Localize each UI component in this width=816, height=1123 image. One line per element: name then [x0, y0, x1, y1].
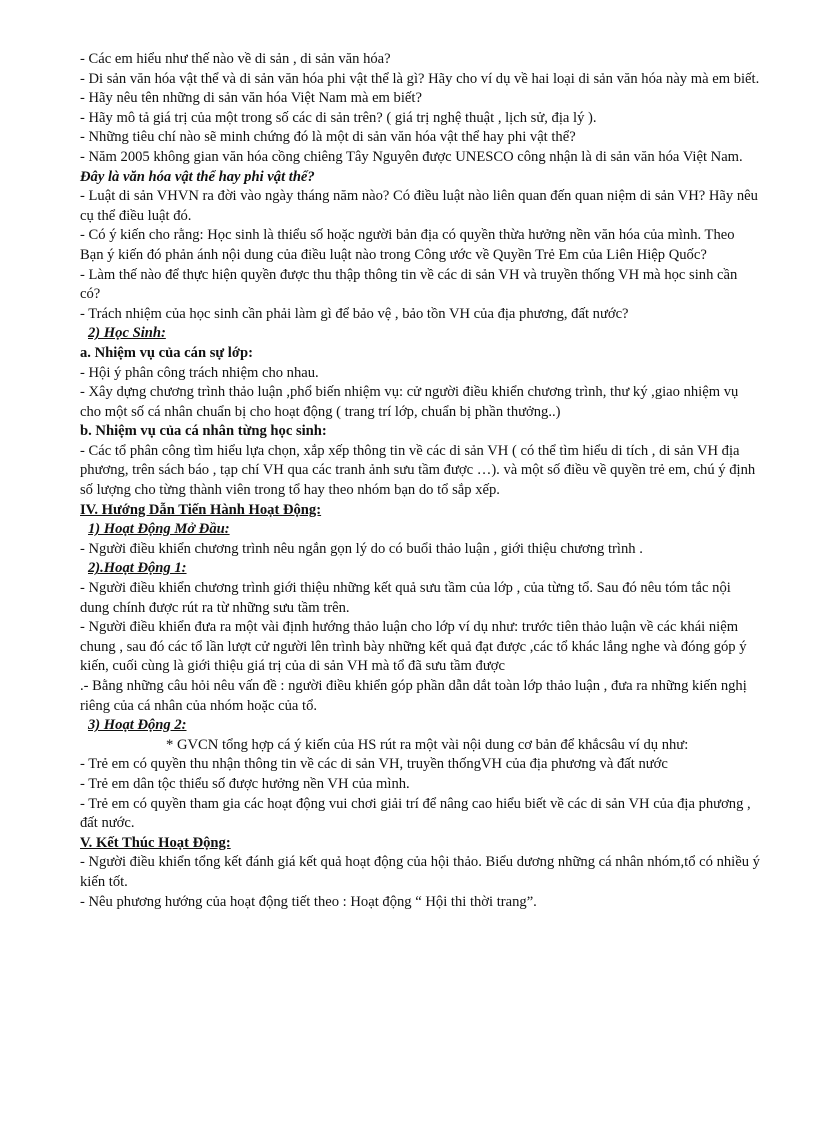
- activity-1-step-3: .- Bằng những câu hỏi nêu vấn đề : người điều khiển góp phần dẫn dắt toàn lớp thảo luận , đưa ra những kiến nghị riêng của cá nhân của nhóm hoặc của tổ.: [80, 678, 747, 714]
- closing-text-2: - Nêu phương hướng của hoạt động tiết theo : Hoạt động “ Hội thi thời trang”.: [80, 893, 537, 910]
- question-gong-emphasis: Đây là văn hóa vật thể hay phi vật thể?: [80, 168, 315, 185]
- officer-task-2: - Xây dựng chương trình thảo luận ,phổ biến nhiệm vụ: cử người điều khiển chương trình, thư ký ,giao nhiệm vụ cho một số cá nhân chuẩn bị cho hoạt động ( trang trí lớp, chuẩn bị phần thưởng..): [80, 384, 739, 420]
- question-heritage-law: - Luật di sản VHVN ra đời vào ngày tháng năm nào? Có điều luật nào liên quan đến quan niệm di sản VH? Hãy nêu cụ thể điều luật đó.: [80, 188, 758, 224]
- heading-individual-tasks: b. Nhiệm vụ của cá nhân từng học sinh:: [80, 423, 327, 440]
- question-gong-culture: [80, 148, 760, 187]
- heading-activity-2: 3) Hoạt Động 2:: [88, 717, 187, 734]
- question-information-rights: - Làm thế nào để thực hiện quyền được thu thập thông tin về các di sản VH và truyền thống VH mà học sinh cần có?: [80, 266, 738, 303]
- question-minority-rights: - Có ý kiến cho rằng: Học sinh là thiểu số hoặc người bản địa có quyền thừa hưởng nền văn hóa của mình. Theo Bạn ý kiến đó phản ánh nội dung của điều luật nào trong Công ước về Quyền Trẻ Em của Liên Hiệp Quốc?: [80, 227, 735, 263]
- activity-2-point-1: - Trẻ em có quyền thu nhận thông tin về các di sản VH, truyền thốngVH của địa phương và đất nước: [80, 756, 668, 773]
- heading-hoc-sinh: 2) Học Sinh:: [88, 325, 166, 342]
- heading-activity-1: 2).Hoạt Động 1:: [88, 560, 187, 577]
- heading-section-iv: IV. Hướng Dẫn Tiến Hành Hoạt Động:: [80, 501, 322, 518]
- opening-activity-text: - Người điều khiển chương trình nêu ngắn gọn lý do có buổi thảo luận , giới thiệu chương trình .: [80, 540, 643, 557]
- document-page: [80, 50, 760, 912]
- heading-class-officers: a. Nhiệm vụ của cán sự lớp:: [80, 344, 253, 361]
- question-gong-text: - Năm 2005 không gian văn hóa cồng chiêng Tây Nguyên được UNESCO công nhận là di sản văn hóa Việt Nam.: [80, 148, 743, 165]
- question-heritage-value: - Hãy mô tả giá trị của một trong số các di sản trên? ( giá trị nghệ thuật , lịch sử, địa lý ).: [80, 109, 597, 126]
- activity-2-point-3: - Trẻ em có quyền tham gia các hoạt động vui chơi giải trí để nâng cao hiểu biết về các di sản VH của địa phương , đất nước.: [80, 795, 751, 832]
- activity-2-summary: * GVCN tổng hợp cá ý kiến của HS rút ra một vài nội dung cơ bản để khắcsâu ví dụ như:: [166, 736, 689, 753]
- question-tangible-intangible: - Di sản văn hóa vật thể và di sản văn hóa phi vật thể là gì? Hãy cho ví dụ về hai loại di sản văn hóa này mà em biết.: [80, 70, 760, 87]
- question-student-responsibility: - Trách nhiệm của học sinh cần phải làm gì để bảo vệ , bảo tồn VH của địa phương, đất nước?: [80, 305, 629, 322]
- officer-task-1: - Hội ý phân công trách nhiệm cho nhau.: [80, 364, 319, 381]
- question-criteria: - Những tiêu chí nào sẽ minh chứng đó là một di sản văn hóa vật thể hay phi vật thể?: [80, 129, 576, 146]
- heading-section-v: V. Kết Thúc Hoạt Động:: [80, 834, 231, 851]
- activity-2-point-2: - Trẻ em dân tộc thiểu số được hưởng nền VH của mình.: [80, 775, 410, 792]
- question-heritage-concept: - Các em hiểu như thế nào về di sản , di sản văn hóa?: [80, 51, 391, 67]
- activity-1-step-1: - Người điều khiển chương trình giới thiệu những kết quả sưu tầm của lớp , của từng tổ. Sau đó nêu tóm tắc nội dung chính được rút ra từ những sưu tầm trên.: [80, 580, 731, 616]
- heading-opening-activity: 1) Hoạt Động Mở Đầu:: [88, 521, 230, 538]
- closing-text-1: - Người điều khiển tổng kết đánh giá kết quả hoạt động của hội thảo. Biểu dương những cá nhân nhóm,tổ có nhiều ý kiến tốt.: [80, 854, 760, 890]
- individual-task-1: - Các tổ phân công tìm hiểu lựa chọn, xắp xếp thông tin về các di sản VH ( có thể tìm hiểu di tích , di sản VH địa phương, trên sách báo , tạp chí VH qua các tranh ảnh sưu tầm được …). và một số điều về quyền trẻ em, chú ý định số lượng cho từng thành viên trong tổ hay theo nhóm bạn do tổ sắp xếp.: [80, 442, 756, 499]
- question-vietnam-heritage: - Hãy nêu tên những di sản văn hóa Việt Nam mà em biết?: [80, 90, 422, 107]
- activity-1-step-2: - Người điều khiển đưa ra một vài định hướng thảo luận cho lớp ví dụ như: trước tiên thảo luận về các khái niệm chung , sau đó các tổ lần lượt cử người lên trình bày những kết quả đạt được ,các tổ khác lắng nghe và đóng góp ý kiến, cuối cùng là giới thiệu giá trị của di sản VH mà tổ đã sưu tầm được: [80, 619, 747, 675]
